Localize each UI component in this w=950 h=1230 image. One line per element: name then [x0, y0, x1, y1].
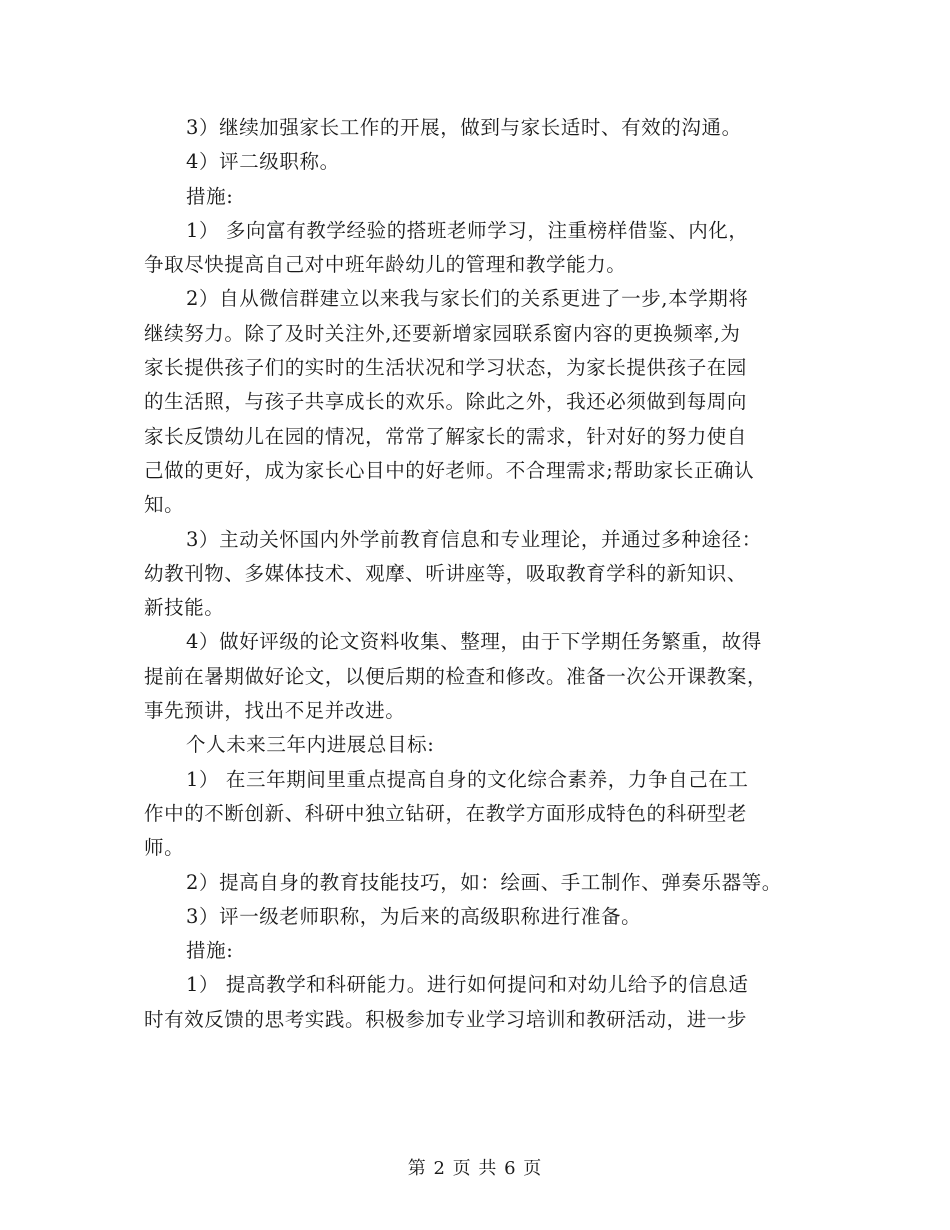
text-line: 3）主动关怀国内外学前教育信息和专业理论，并通过多种途径： — [186, 527, 762, 551]
text-line: 争取尽快提高自己对中班年龄幼儿的管理和教学能力。 — [144, 253, 627, 277]
text-line: 知。 — [144, 493, 185, 517]
text-line: 1） 在三年期间里重点提高自身的文化综合素养，力争自己在工 — [186, 767, 749, 791]
text-line: 3）评一级老师职称，为后来的高级职称进行准备。 — [186, 904, 642, 928]
text-line: 家长反馈幼儿在园的情况，常常了解家长的需求，针对好的努力使自 — [144, 424, 748, 448]
document-body — [144, 111, 824, 1037]
text-line: 继续努力。除了及时关注外,还要新增家园联系窗内容的更换频率,为 — [144, 321, 741, 345]
text-line: 措施: — [186, 184, 234, 208]
text-line: 4）做好评级的论文资料收集、整理，由于下学期任务繁重，故得 — [186, 630, 762, 654]
text-line: 师。 — [144, 836, 185, 860]
page-footer — [0, 1154, 950, 1180]
text-line: 个人未来三年内进展总目标: — [186, 733, 435, 757]
text-line: 家长提供孩子们的实时的生活状况和学习状态，为家长提供孩子在园 — [144, 356, 748, 380]
text-line: 3）继续加强家长工作的开展，做到与家长适时、有效的沟通。 — [186, 116, 742, 139]
text-line: 己做的更好，成为家长心目中的好老师。不合理需求;帮助家长正确认 — [144, 458, 755, 482]
text-line: 的生活照，与孩子共享成长的欢乐。除此之外，我还必须做到每周向 — [144, 390, 748, 414]
text-line: 事先预讲，找出不足并改进。 — [144, 699, 406, 723]
text-line: 4）评二级职称。 — [186, 150, 340, 174]
text-line: 2）提高自身的教育技能技巧，如：绘画、手工制作、弹奏乐器等。 — [186, 870, 782, 894]
text-line: 1） 多向富有教学经验的搭班老师学习，注重榜样借鉴、内化， — [186, 218, 749, 242]
text-line: 提前在暑期做好论文，以便后期的检查和修改。准备一次公开课教案， — [144, 664, 768, 688]
text-line: 作中的不断创新、科研中独立钻研，在教学方面形成特色的科研型老 — [144, 801, 748, 825]
page-number-label: 第 2 页 共 6 页 — [407, 1158, 543, 1179]
text-line: 时有效反馈的思考实践。积极参加专业学习培训和教研活动，进一步 — [144, 1007, 748, 1031]
text-line: 幼教刊物、多媒体技术、观摩、听讲座等，吸取教育学科的新知识、 — [144, 561, 748, 585]
text-line: 措施: — [186, 939, 234, 963]
text-line: 1） 提高教学和科研能力。进行如何提问和对幼儿给予的信息适 — [186, 973, 749, 997]
text-line: 2）自从微信群建立以来我与家长们的关系更进了一步,本学期将 — [186, 287, 749, 311]
text-line: 新技能。 — [144, 596, 225, 620]
body-paragraphs — [144, 111, 824, 1037]
